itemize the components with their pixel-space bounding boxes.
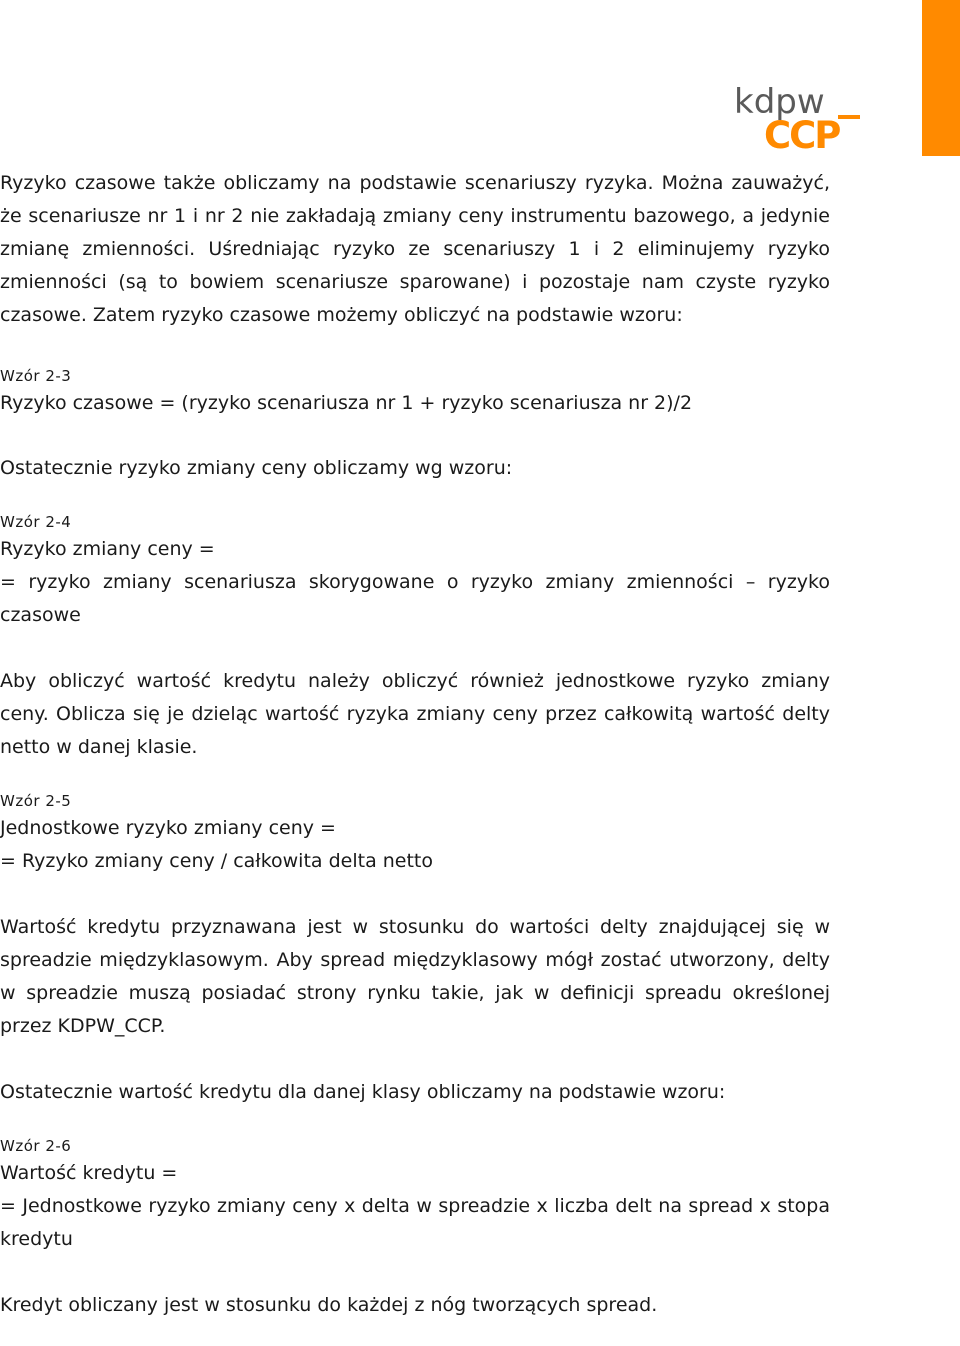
- logo-kdpw-text: kdpw: [734, 82, 825, 122]
- formula-2-6-line1: Wartość kredytu =: [0, 1162, 178, 1184]
- paragraph-unit-risk-intro: Aby obliczyć wartość kredytu należy obliczyć również jednostkowe ryzyko zmiany ceny. Oblicza się je dzieląc wartość ryzyka zmiany ceny przez całkowitą wartość delty netto w danej klasie.: [0, 670, 830, 758]
- formula-label-2-6: Wzór 2-6: [0, 1137, 72, 1155]
- logo-underscore-bar: [838, 115, 860, 119]
- formula-label-2-5: Wzór 2-5: [0, 792, 72, 810]
- paragraph-credit-value-intro: Ostatecznie wartość kredytu dla danej klasy obliczamy na podstawie wzoru:: [0, 1081, 726, 1103]
- formula-2-5-line1: Jednostkowe ryzyko zmiany ceny =: [0, 817, 336, 839]
- formula-2-4-line2: = ryzyko zmiany scenariusza skorygowane o ryzyko zmiany zmienności – ryzyko czasowe: [0, 571, 830, 626]
- kdpw-ccp-logo: [734, 84, 864, 160]
- orange-corner-tab: [922, 0, 960, 156]
- formula-2-3: Ryzyko czasowe = (ryzyko scenariusza nr 1 + ryzyko scenariusza nr 2)/2: [0, 392, 693, 414]
- formula-2-6-line2: = Jednostkowe ryzyko zmiany ceny x delta w spreadzie x liczba delt na spread x stopa kredytu: [0, 1195, 830, 1250]
- paragraph-time-risk-intro: Ryzyko czasowe także obliczamy na podstawie scenariuszy ryzyka. Można zauważyć, że scenariusze nr 1 i nr 2 nie zakładają zmiany ceny instrumentu bazowego, a jedynie zmianę zmienności. Uśredniając ryzyko ze scenariuszy 1 i 2 eliminujemy ryzyko zmienności (są to bowiem scenariusze sparowane) i pozostaje nam czyste ryzyko czasowe. Zatem ryzyko czasowe możemy obliczyć na podstawie wzoru:: [0, 172, 830, 326]
- paragraph-credit-legs: Kredyt obliczany jest w stosunku do każdej z nóg tworzących spread.: [0, 1294, 658, 1316]
- formula-2-4-line1: Ryzyko zmiany ceny =: [0, 538, 215, 560]
- logo-ccp-text: CCP: [764, 114, 840, 157]
- document-body: [0, 167, 830, 1322]
- paragraph-credit-value-spread: Wartość kredytu przyznawana jest w stosunku do wartości delty znajdującej się w spreadzie międzyklasowym. Aby spread międzyklasowy mógł zostać utworzony, delty w spreadzie muszą posiadać strony rynku takie, jak w definicji spreadu określonej przez KDPW_CCP.: [0, 916, 830, 1037]
- formula-2-5-line2: = Ryzyko zmiany ceny / całkowita delta netto: [0, 850, 434, 872]
- paragraph-price-risk-intro: Ostatecznie ryzyko zmiany ceny obliczamy wg wzoru:: [0, 457, 513, 479]
- formula-label-2-3: Wzór 2-3: [0, 367, 72, 385]
- formula-label-2-4: Wzór 2-4: [0, 513, 72, 531]
